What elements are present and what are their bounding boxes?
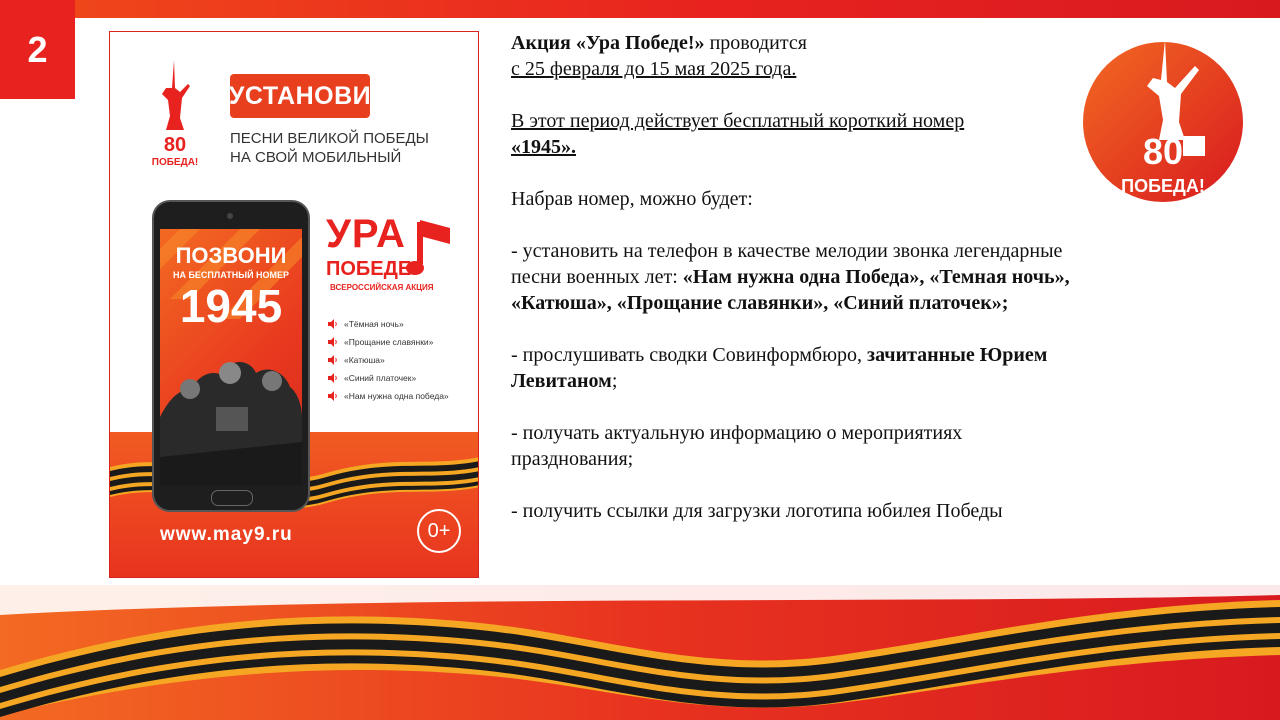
song-list bbox=[328, 315, 449, 405]
song-title: «Прощание славянки» bbox=[344, 337, 434, 347]
music-note-icon bbox=[406, 216, 452, 280]
phone-mockup bbox=[152, 200, 310, 512]
speaker-icon bbox=[328, 337, 338, 347]
item-logo: - получить ссылки для загрузки логотипа юбилея Победы bbox=[511, 500, 1003, 522]
poster-logo-number: 80 bbox=[163, 134, 187, 156]
poster-logo-label: ПОБЕДА! bbox=[151, 157, 199, 168]
song-title: «Тёмная ночь» bbox=[344, 319, 404, 329]
phone-camera bbox=[227, 213, 233, 219]
screen-free-number-text: НА БЕСПЛАТНЫЙ НОМЕР bbox=[172, 270, 290, 280]
promo-description bbox=[511, 30, 1071, 524]
item-ringtone-plain: - установить на телефон в качестве мелодии звонка легендарные песни военных лет: bbox=[511, 240, 1063, 288]
soldiers-photo bbox=[160, 347, 302, 485]
song-title: «Синий платочек» bbox=[344, 373, 417, 383]
install-badge: УСТАНОВИ bbox=[230, 74, 370, 118]
victory-80-round-logo bbox=[1083, 32, 1243, 212]
phone-home-button bbox=[211, 490, 253, 506]
slide-number: 2 bbox=[0, 0, 75, 99]
dates-line: с 25 февраля до 15 мая 2025 года. bbox=[511, 58, 797, 80]
speaker-icon bbox=[328, 319, 338, 329]
item-ringtone bbox=[511, 238, 1071, 316]
period-number bbox=[511, 134, 1071, 160]
intro-line bbox=[511, 30, 1071, 56]
screen-number: 1945 bbox=[179, 280, 283, 332]
intro-rest: проводится bbox=[704, 32, 807, 54]
promo-poster bbox=[109, 31, 479, 578]
item-ringtone-songs: «Нам нужна одна Победа», «Темная ночь», «Катюша», «Прощание славянки», «Синий платочек»; bbox=[511, 266, 1070, 314]
list-item bbox=[328, 387, 449, 405]
ura-title: УРА bbox=[326, 212, 406, 256]
item-reports-bold: зачитанные Юрием Левитаном bbox=[511, 344, 1048, 392]
period-line: В этот период действует бесплатный короткий номер bbox=[511, 110, 965, 132]
song-title: «Нам нужна одна победа» bbox=[344, 391, 449, 401]
top-bar bbox=[0, 0, 1280, 18]
round-logo-number: 80 bbox=[1142, 131, 1184, 172]
item-info: - получать актуальную информацию о мероприятиях празднования; bbox=[511, 422, 963, 470]
item-reports-end: ; bbox=[611, 370, 618, 392]
poster-subtitle-line1: ПЕСНИ ВЕЛИКОЙ ПОБЕДЫ bbox=[230, 130, 429, 147]
list-item bbox=[328, 351, 449, 369]
bottom-ribbon-band bbox=[0, 585, 1280, 720]
speaker-icon bbox=[328, 373, 338, 383]
age-rating-badge: 0+ bbox=[417, 509, 461, 553]
poster-subtitle bbox=[230, 129, 470, 167]
speaker-icon bbox=[328, 355, 338, 365]
dial-intro: Набрав номер, можно будет: bbox=[511, 188, 753, 210]
phone-screen bbox=[160, 229, 302, 485]
list-item bbox=[328, 315, 449, 333]
screen-call-text: ПОЗВОНИ bbox=[175, 243, 287, 268]
list-item bbox=[328, 369, 449, 387]
period-number-bold: «1945». bbox=[511, 136, 576, 158]
poster-url: www.may9.ru bbox=[160, 524, 293, 545]
item-reports-plain: - прослушивать сводки Совинформбюро, bbox=[511, 344, 868, 366]
intro-bold: Акция «Ура Победе!» bbox=[511, 32, 705, 54]
poster-subtitle-line2: НА СВОЙ МОБИЛЬНЫЙ bbox=[230, 149, 402, 166]
ura-subtitle: ВСЕРОССИЙСКАЯ АКЦИЯ bbox=[330, 283, 434, 292]
round-logo-label: ПОБЕДА! bbox=[1121, 176, 1205, 196]
speaker-icon bbox=[328, 391, 338, 401]
list-item bbox=[328, 333, 449, 351]
item-reports bbox=[511, 342, 1071, 394]
song-title: «Катюша» bbox=[344, 355, 385, 365]
victory-80-logo bbox=[144, 58, 206, 168]
ura-pobede: ПОБЕДЕ bbox=[326, 258, 412, 280]
